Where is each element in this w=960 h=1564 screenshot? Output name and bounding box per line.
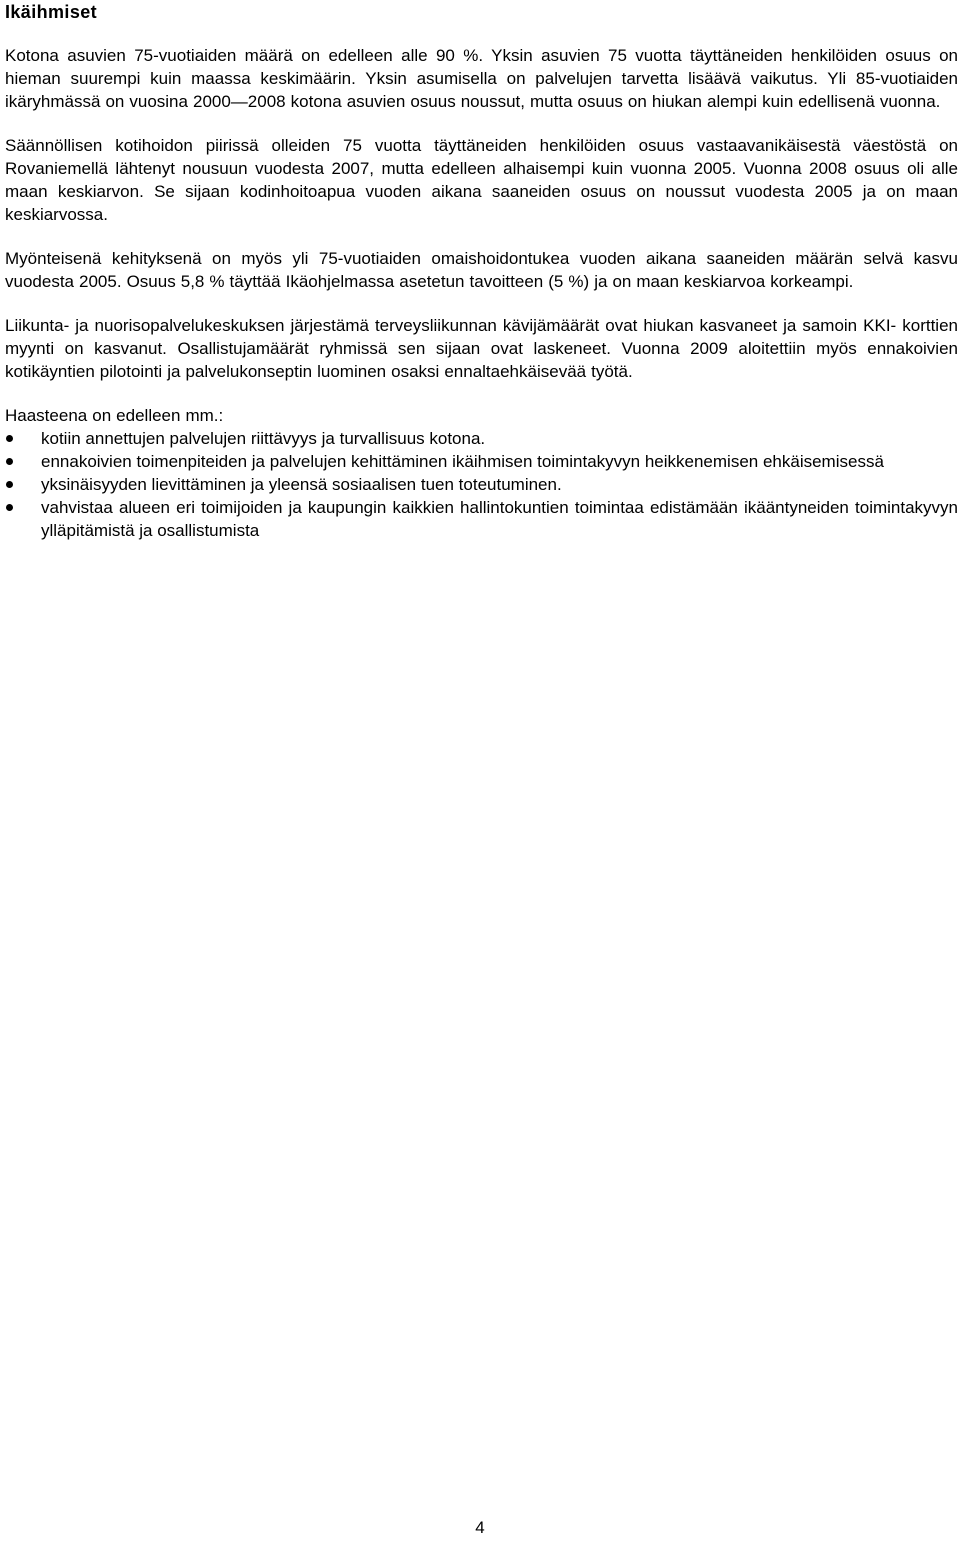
list-item-text: yksinäisyyden lievittäminen ja yleensä sosiaalisen tuen toteutuminen. [41,475,562,494]
paragraph-home-living: Kotona asuvien 75-vuotiaiden määrä on edelleen alle 90 %. Yksin asuvien 75 vuotta täyttäneiden henkilöiden osuus on hieman suurempi kuin maassa keskimäärin. Yksin asumisella on palvelujen tarvetta lisäävä vaikutus. Yli 85-vuotiaiden ikäryhmässä on vuosina 2000—2008 kotona asuvien osuus noussut, mutta osuus on hiukan alempi kuin edellisenä vuonna. [5,46,958,111]
list-item [5,473,958,496]
list-item [5,450,958,473]
list-item-text: ennakoivien toimenpiteiden ja palvelujen kehittäminen ikäihmisen toimintakyvyn heikkenemisen ehkäisemisessä [41,452,884,471]
list-item-text: vahvistaa alueen eri toimijoiden ja kaupungin kaikkien hallintokuntien toimintaa edistämään ikääntyneiden toimintakyvyn ylläpitämistä ja osallistumista [41,498,958,540]
page-number: 4 [475,1518,485,1537]
list-item-text: kotiin annettujen palvelujen riittävyys ja turvallisuus kotona. [41,429,486,448]
list-item [5,427,958,450]
bullet-icon [6,504,13,511]
bullet-icon [6,435,13,442]
paragraph-health-exercise: Liikunta- ja nuorisopalvelukeskuksen järjestämä terveysliikunnan kävijämäärät ovat hiukan kasvaneet ja samoin KKI- korttien myynti on kasvanut. Osallistujamäärät ryhmissä sen sijaan ovat laskeneet. Vuonna 2009 aloitettiin myös ennakoivien kotikäyntien pilotointi ja palvelukonseptin luominen osaksi ennaltaehkäisevää työtä. [5,316,958,381]
list-item [5,496,958,542]
challenges-list [5,427,958,542]
paragraph-caregiver-support: Myönteisenä kehityksenä on myös yli 75-vuotiaiden omaishoidontukea vuoden aikana saaneiden määrän selvä kasvu vuodesta 2005. Osuus 5,8 % täyttää Ikäohjelmassa asetetun tavoitteen (5 %) ja on maan keskiarvoa korkeampi. [5,249,958,291]
section-title: Ikäihmiset [5,2,98,22]
paragraph-home-care: Säännöllisen kotihoidon piirissä olleiden 75 vuotta täyttäneiden henkilöiden osuus vastaavanikäisestä väestöstä on Rovaniemellä lähtenyt nousuun vuodesta 2007, mutta edelleen alhaisempi kuin vuonna 2005. Vuonna 2008 osuus oli alle maan keskiarvon. Se sijaan kodinhoitoapua vuoden aikana saaneiden osuus on noussut vuodesta 2005 ja on maan keskiarvossa. [5,136,958,224]
document-page [5,0,958,542]
challenges-intro: Haasteena on edelleen mm.: [5,406,224,425]
bullet-icon [6,481,13,488]
bullet-icon [6,458,13,465]
